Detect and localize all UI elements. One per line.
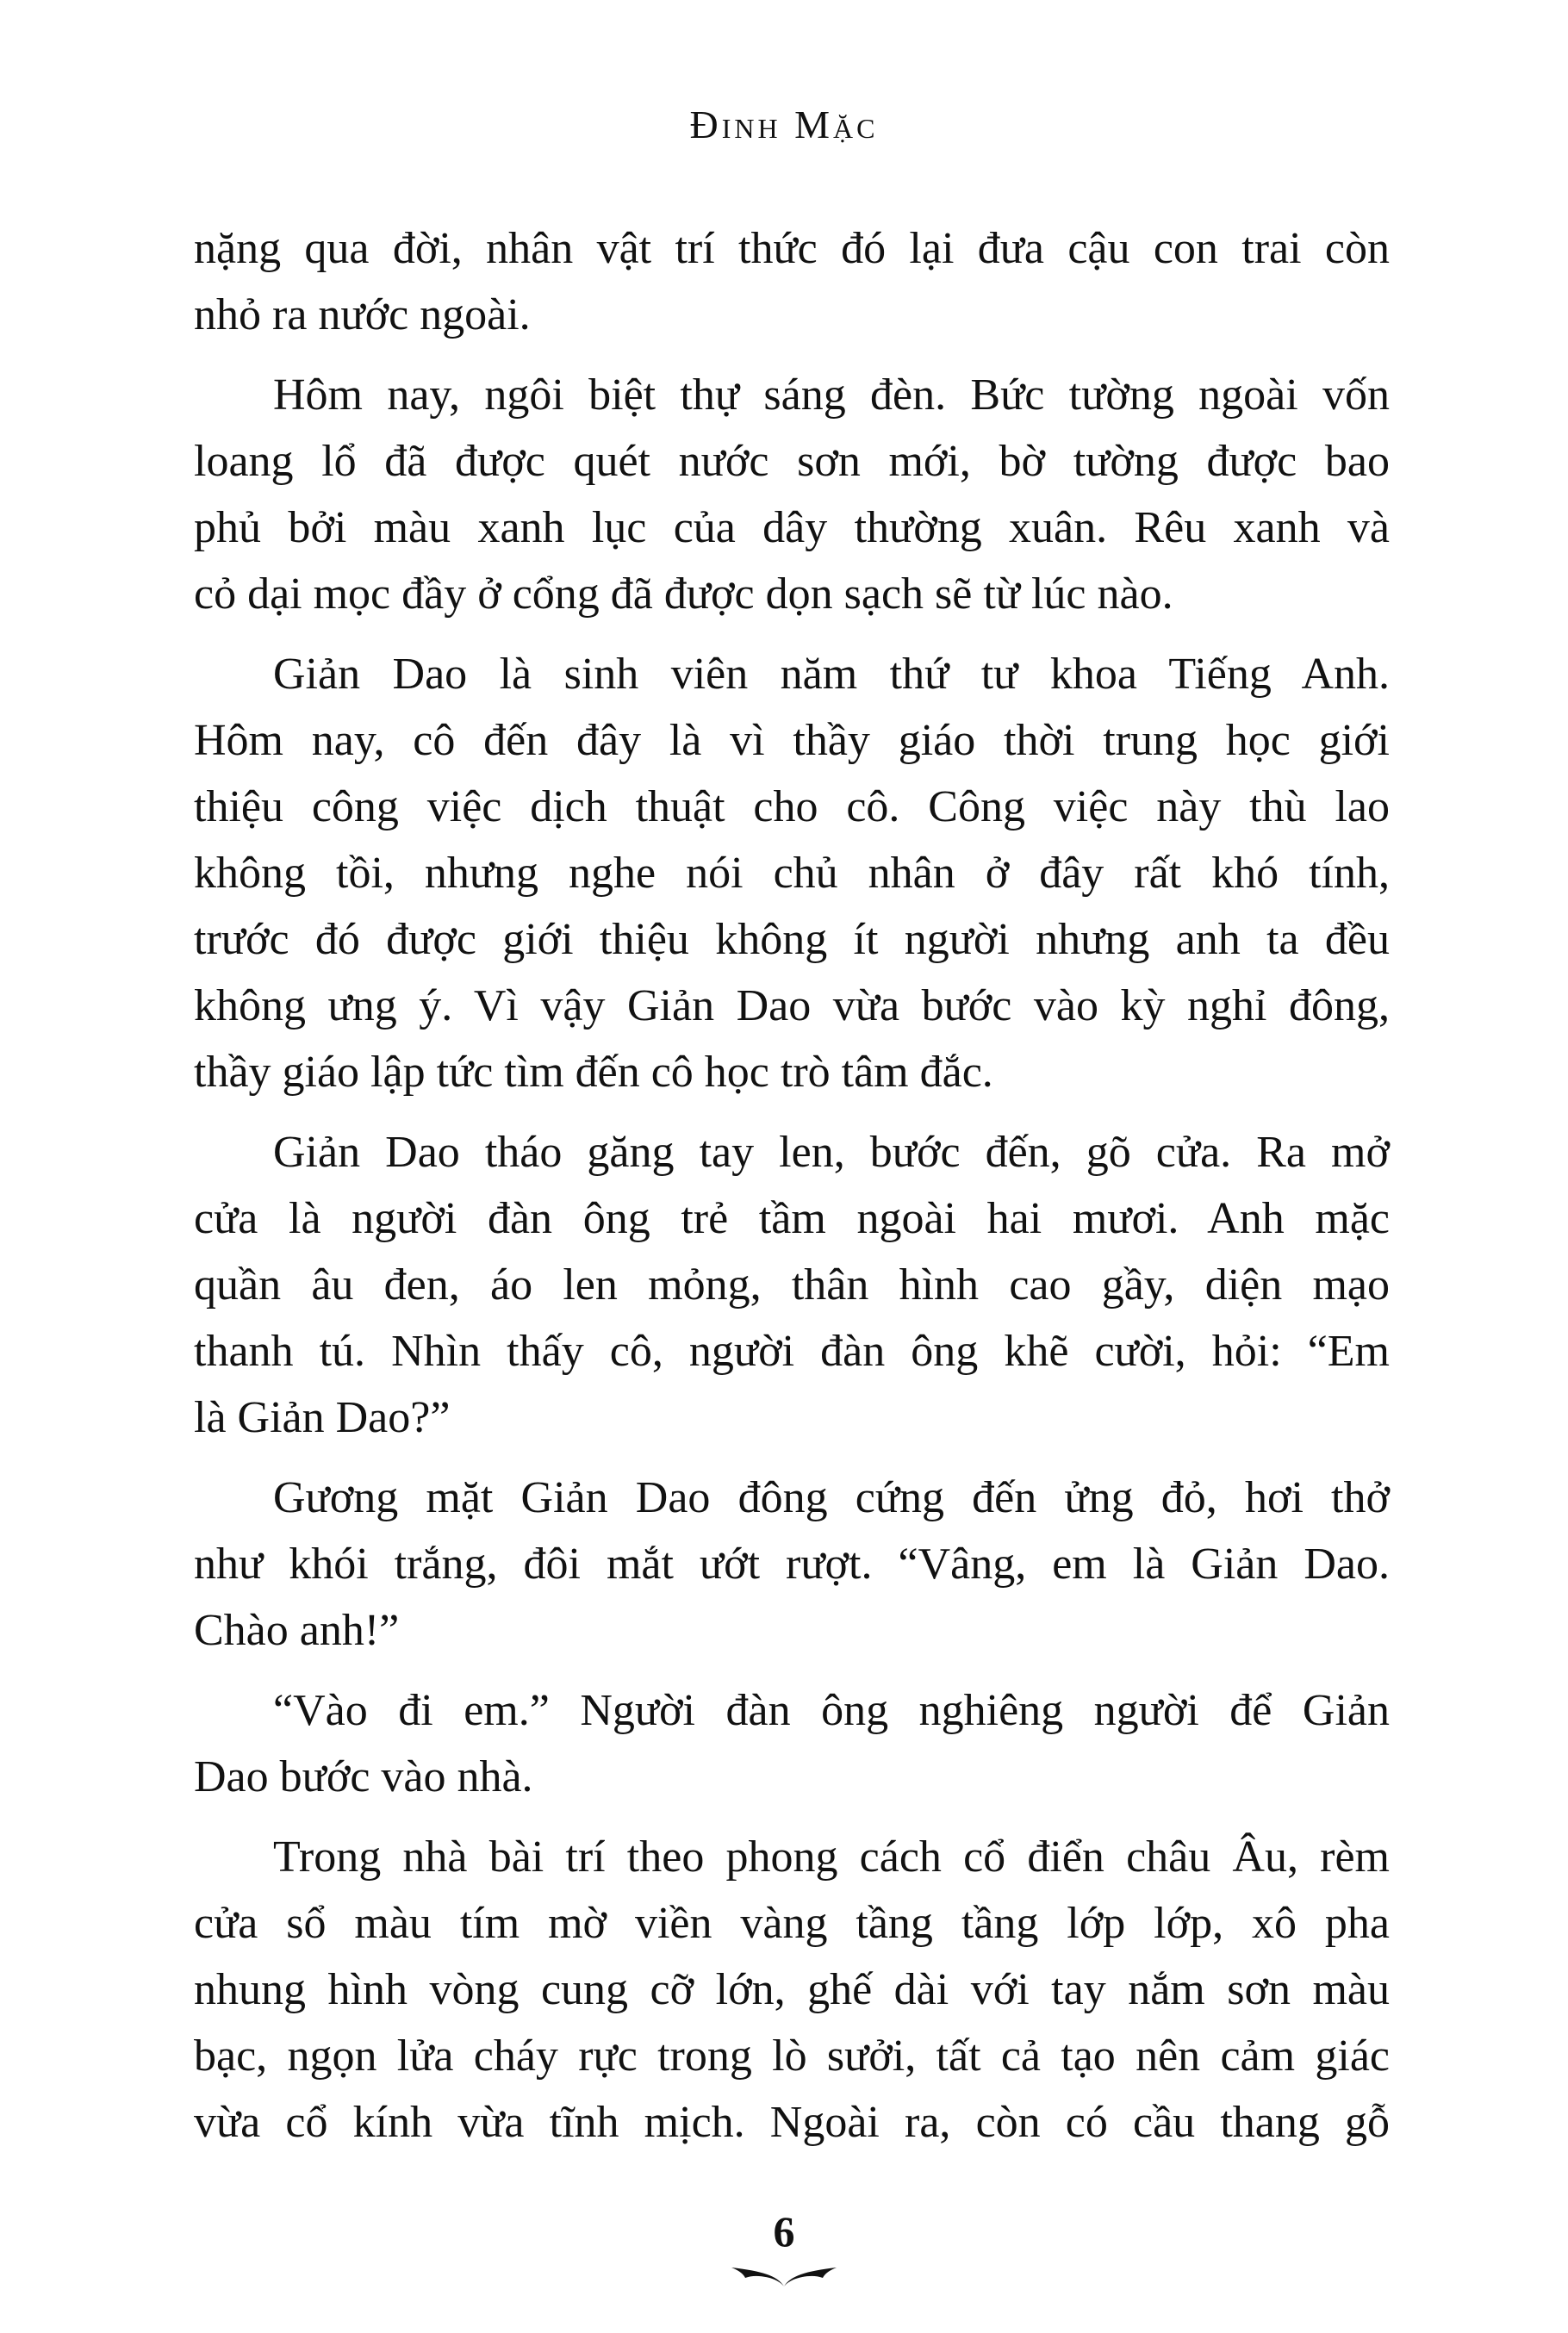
text-line: nhung hình vòng cung cỡ lớn, ghế dài với tay nắm sơn màu [194, 1965, 1390, 2014]
text-line: bạc, ngọn lửa cháy rực trong lò sưởi, tất cả tạo nên cảm giác [194, 2031, 1390, 2081]
page-footer [0, 2205, 1568, 2288]
text-line: không ưng ý. Vì vậy Giản Dao vừa bước vào kỳ nghỉ đông, [194, 981, 1390, 1030]
text-line: trước đó được giới thiệu không ít người nhưng anh ta đều [194, 915, 1390, 964]
text-line: không tồi, nhưng nghe nói chủ nhân ở đây rất khó tính, [194, 849, 1390, 898]
wing-ornament-icon [728, 2257, 840, 2288]
page-body-text [194, 215, 1390, 2169]
paragraph [194, 1119, 1390, 1451]
text-line: nhỏ ra nước ngoài. [194, 290, 531, 339]
text-line: nặng qua đời, nhân vật trí thức đó lại đưa cậu con trai còn [194, 224, 1390, 273]
text-line: loang lổ đã được quét nước sơn mới, bờ tường được bao [194, 437, 1390, 486]
paragraph [194, 1824, 1390, 2156]
text-line: Dao bước vào nhà. [194, 1752, 533, 1801]
text-line: vừa cổ kính vừa tĩnh mịch. Ngoài ra, còn có cầu thang gỗ [194, 2098, 1390, 2147]
text-line: phủ bởi màu xanh lục của dây thường xuân. Rêu xanh và [194, 503, 1390, 552]
text-line: là Giản Dao?” [194, 1393, 451, 1442]
text-line: Hôm nay, ngôi biệt thự sáng đèn. Bức tường ngoài vốn [273, 370, 1390, 420]
paragraph [194, 362, 1390, 627]
text-line: Chào anh!” [194, 1606, 400, 1655]
text-line: Giản Dao là sinh viên năm thứ tư khoa Tiếng Anh. [273, 650, 1390, 699]
text-line: Hôm nay, cô đến đây là vì thầy giáo thời trung học giới [194, 716, 1390, 765]
text-line: cỏ dại mọc đầy ở cổng đã được dọn sạch sẽ từ lúc nào. [194, 569, 1173, 619]
paragraph [194, 641, 1390, 1105]
text-line: Gương mặt Giản Dao đông cứng đến ửng đỏ, hơi thở [273, 1473, 1390, 1522]
text-line: như khói trắng, đôi mắt ướt rượt. “Vâng, em là Giản Dao. [194, 1540, 1390, 1589]
text-line: cửa sổ màu tím mờ viền vàng tầng tầng lớp lớp, xô pha [194, 1899, 1390, 1948]
text-line: Giản Dao tháo găng tay len, bước đến, gõ cửa. Ra mở [273, 1128, 1390, 1177]
paragraph [194, 1677, 1390, 1810]
page-number: 6 [773, 2207, 795, 2255]
text-line: thanh tú. Nhìn thấy cô, người đàn ông khẽ cười, hỏi: “Em [194, 1327, 1390, 1376]
text-line: Trong nhà bài trí theo phong cách cổ điển châu Âu, rèm [273, 1832, 1390, 1882]
text-line: “Vào đi em.” Người đàn ông nghiêng người để Giản [273, 1686, 1390, 1735]
text-line: thiệu công việc dịch thuật cho cô. Công việc này thù lao [194, 782, 1390, 831]
paragraph [194, 1465, 1390, 1664]
paragraph [194, 215, 1390, 348]
text-line: thầy giáo lập tức tìm đến cô học trò tâm đắc. [194, 1048, 993, 1097]
text-line: cửa là người đàn ông trẻ tầm ngoài hai mươi. Anh mặc [194, 1194, 1390, 1243]
running-header-author: Đinh Mặc [689, 103, 879, 146]
text-line: quần âu đen, áo len mỏng, thân hình cao gầy, diện mạo [194, 1260, 1390, 1310]
